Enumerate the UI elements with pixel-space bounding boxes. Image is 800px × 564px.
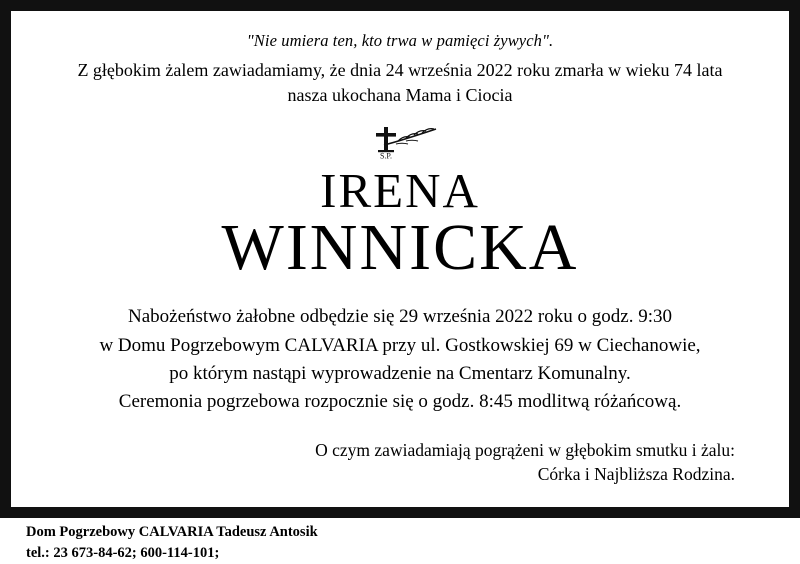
emblem-label: Ś.P. [379, 151, 393, 159]
family-line-2: Córka i Najbliższa Rodzina. [537, 464, 735, 485]
family-line-1: O czym zawiadamiają pogrążeni w głębokim smutku i żalu: [315, 439, 735, 460]
service-line-2: w Domu Pogrzebowym CALVARIA przy ul. Gostkowskiej 69 w Ciechanowie, [99, 334, 701, 356]
service-line-1: Nabożeństwo żałobne odbędzie się 29 września 2022 roku o godz. 9:30 [127, 306, 672, 328]
memorial-quote: "Nie umiera ten, kto trwa w pamięci żywych". [246, 31, 554, 50]
service-line-3: po którym nastąpi wyprowadzenie na Cmentarz Komunalny. [169, 362, 631, 384]
funeral-home-phone: tel.: 23 673-84-62; 600-114-101; [26, 545, 220, 562]
funeral-home-footer [26, 522, 766, 564]
announcement-text [77, 58, 722, 109]
service-line-4: Ceremonia pogrzebowa rozpocznie się o godz. 8:45 modlitwą różańcową. [118, 390, 682, 412]
funeral-home-name: Dom Pogrzebowy CALVARIA Tadeusz Antosik [26, 524, 318, 540]
deceased-last-name: WINNICKA [221, 211, 579, 285]
cross-with-palm-branch-icon [340, 119, 460, 159]
announcement-line-1: Z głębokim żalem zawiadamiamy, że dnia 24 września 2022 roku zmarła w wieku 74 lata [77, 59, 723, 80]
service-details [99, 303, 700, 415]
obituary-content [9, 9, 791, 509]
deceased-first-name: IRENA [320, 162, 480, 218]
announcement-line-2: nasza ukochana Mama i Ciocia [287, 85, 513, 106]
family-signature [37, 438, 763, 487]
